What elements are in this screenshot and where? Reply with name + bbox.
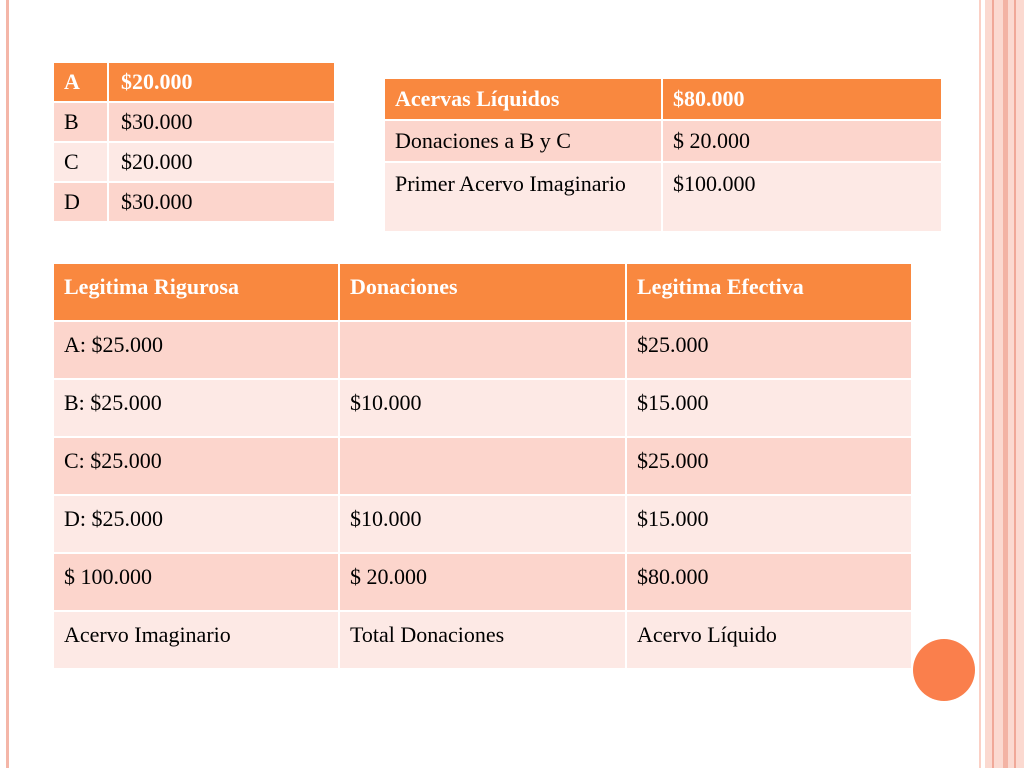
table-cell: Primer Acervo Imaginario [384,162,662,232]
table-cell: B [53,102,108,142]
table-cell: A: $25.000 [53,321,339,379]
slide-frame-right-inner [979,0,981,768]
table-cell: D: $25.000 [53,495,339,553]
table-cell: $15.000 [626,495,912,553]
table-cell: $20.000 [108,62,335,102]
table-row [53,437,912,495]
table-cell: $80.000 [626,553,912,611]
slide-frame-right-line [1003,0,1008,768]
table-cell: $15.000 [626,379,912,437]
slide-frame-left [6,0,9,768]
table-row [384,78,942,120]
table-cell: $ 20.000 [662,120,942,162]
column-header: Donaciones [339,263,626,321]
table-cell: $100.000 [662,162,942,232]
table-cell: Total Donaciones [339,611,626,669]
table-cell: $10.000 [339,379,626,437]
column-header: Legitima Rigurosa [53,263,339,321]
slide-frame-right-line [1014,0,1016,768]
table-cell: C [53,142,108,182]
table-row [53,321,912,379]
table-row [53,142,335,182]
table-cell: Acervo Líquido [626,611,912,669]
table-cell: $25.000 [626,321,912,379]
table-cell [339,321,626,379]
table-row [53,379,912,437]
table-row [384,120,942,162]
table-cell: $30.000 [108,182,335,222]
table-cell: $ 20.000 [339,553,626,611]
decorative-circle-icon [913,639,975,701]
table-cell: $ 100.000 [53,553,339,611]
table-row [53,495,912,553]
table-cell: A [53,62,108,102]
table-cell: B: $25.000 [53,379,339,437]
heirs-table [52,61,336,223]
table-cell: Donaciones a B y C [384,120,662,162]
table-header-row [53,263,912,321]
table-cell: C: $25.000 [53,437,339,495]
slide-frame-right-line [992,0,994,768]
table-row [53,611,912,669]
table-cell: $10.000 [339,495,626,553]
table-row [53,553,912,611]
table-row [53,182,335,222]
table-cell: $80.000 [662,78,942,120]
table-cell: $25.000 [626,437,912,495]
table-cell: $30.000 [108,102,335,142]
table-cell [339,437,626,495]
acervo-table [383,77,943,233]
table-cell: Acervo Imaginario [53,611,339,669]
table-row [53,102,335,142]
table-cell: $20.000 [108,142,335,182]
table-cell: Acervas Líquidos [384,78,662,120]
table-row [53,62,335,102]
legitima-table [52,262,913,670]
table-cell: D [53,182,108,222]
table-row [384,162,942,232]
column-header: Legitima Efectiva [626,263,912,321]
